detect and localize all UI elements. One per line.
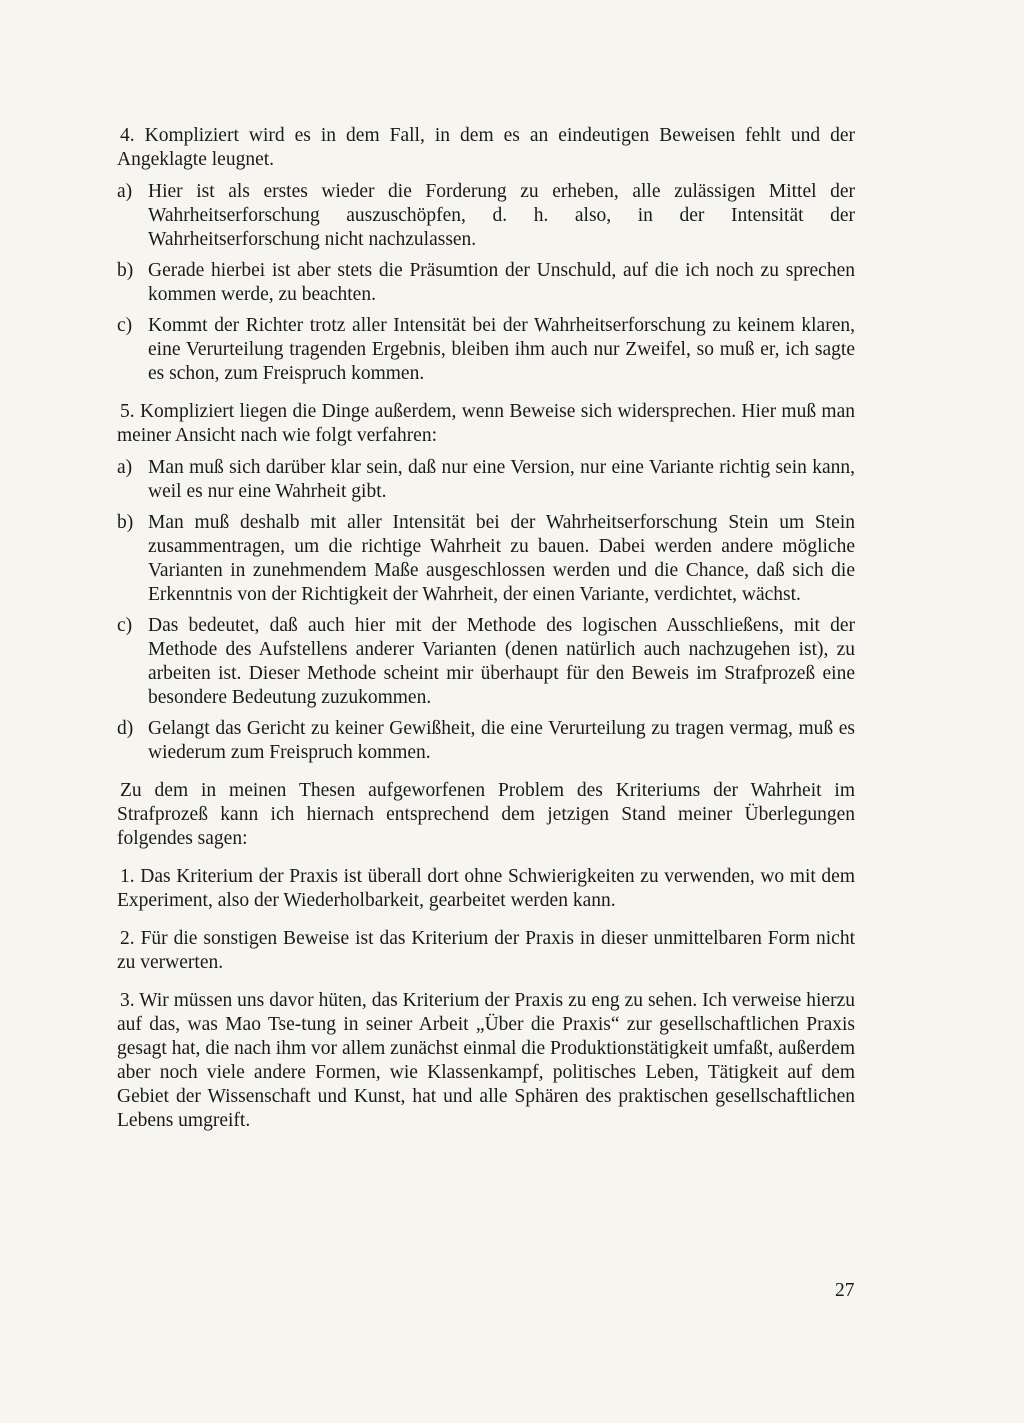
list-item: [117, 511, 855, 607]
list-item-text: Man muß sich darüber klar sein, daß nur eine Version, nur eine Variante richtig sein kann, weil es nur eine Wahrheit gibt.: [148, 457, 855, 502]
list-item-text: Man muß deshalb mit aller Intensität bei der Wahrheitserforschung Stein um Stein zusammentragen, um die richtige Wahrheit zu bauen. Dabei werden andere mögliche Varianten in zunehmendem Maße ausgeschlossen werden und die Chance, daß sich die Erkenntnis von der Richtigkeit der Wahrheit, der einen Variante, verdichtet, wächst.: [148, 512, 855, 605]
list-item-text: Das bedeutet, daß auch hier mit der Methode des logischen Ausschließens, mit der Methode des Aufstellens anderer Varianten (denen natürlich auch nachzugehen ist), zu arbeiten ist. Dieser Methode scheint mir überhaupt für den Beweis im Strafprozeß eine besondere Bedeutung zuzukommen.: [148, 615, 855, 708]
paragraph: 4. Kompliziert wird es in dem Fall, in dem es an eindeutigen Beweisen fehlt und der Angeklagte leugnet.: [117, 125, 855, 170]
list-item: [117, 180, 855, 252]
list-item-marker: a): [117, 181, 133, 202]
list-item: [117, 259, 855, 307]
list-item: [117, 717, 855, 765]
paragraph: 2. Für die sonstigen Beweise ist das Kriterium der Praxis in dieser unmittelbaren Form nicht zu verwerten.: [117, 928, 855, 973]
list-item-text: Gelangt das Gericht zu keiner Gewißheit, die eine Verurteilung zu tragen vermag, muß es wiederum zum Freispruch kommen.: [148, 718, 855, 763]
list-item-marker: c): [117, 615, 133, 636]
list-item-marker: d): [117, 718, 134, 739]
list-item-text: Kommt der Richter trotz aller Intensität bei der Wahrheitserforschung zu keinem klaren, eine Verurteilung tragenden Ergebnis, bleiben ihm auch nur Zweifel, so muß er, ich sagte es schon, zum Freispruch kommen.: [148, 315, 855, 384]
paragraph: 5. Kompliziert liegen die Dinge außerdem, wenn Beweise sich widersprechen. Hier muß man meiner Ansicht nach wie folgt verfahren:: [117, 401, 855, 446]
page-number: 27: [835, 1280, 855, 1301]
paragraph: 1. Das Kriterium der Praxis ist überall dort ohne Schwierigkeiten zu verwenden, wo mit dem Experiment, also der Wiederholbarkeit, gearbeitet werden kann.: [117, 866, 855, 911]
list-item-text: Hier ist als erstes wieder die Forderung zu erheben, alle zulässigen Mittel der Wahrheitserforschung auszuschöpfen, d. h. also, in der Intensität der Wahrheitserforschung nicht nachzulassen.: [148, 181, 855, 250]
sub-item-list: [117, 180, 855, 386]
list-item: [117, 456, 855, 504]
list-item-marker: b): [117, 512, 134, 533]
list-item-marker: b): [117, 260, 134, 281]
list-item-marker: a): [117, 457, 133, 478]
paragraph: 3. Wir müssen uns davor hüten, das Kriterium der Praxis zu eng zu sehen. Ich verweise hierzu auf das, was Mao Tse-tung in seiner Arbeit „Über die Praxis“ zur gesellschaftlichen Praxis gesagt hat, die nach ihm vor allem zunächst einmal die Produktionstätigkeit umfaßt, außerdem aber noch viele andere Formen, wie Klassenkampf, politisches Leben, Tätigkeit auf dem Gebiet der Wissenschaft und Kunst, hat und alle Sphären des praktischen gesellschaftlichen Lebens umgreift.: [117, 990, 855, 1131]
paragraph: Zu dem in meinen Thesen aufgeworfenen Problem des Kriteriums der Wahrheit im Strafprozeß kann ich hiernach entsprechend dem jetzigen Stand meiner Überlegungen folgendes sagen:: [117, 780, 855, 849]
list-item-marker: c): [117, 315, 133, 336]
sub-item-list: [117, 456, 855, 765]
list-item: [117, 614, 855, 710]
list-item-text: Gerade hierbei ist aber stets die Präsumtion der Unschuld, auf die ich noch zu sprechen kommen werde, zu beachten.: [148, 260, 855, 305]
list-item: [117, 314, 855, 386]
page-body: [117, 124, 855, 1147]
